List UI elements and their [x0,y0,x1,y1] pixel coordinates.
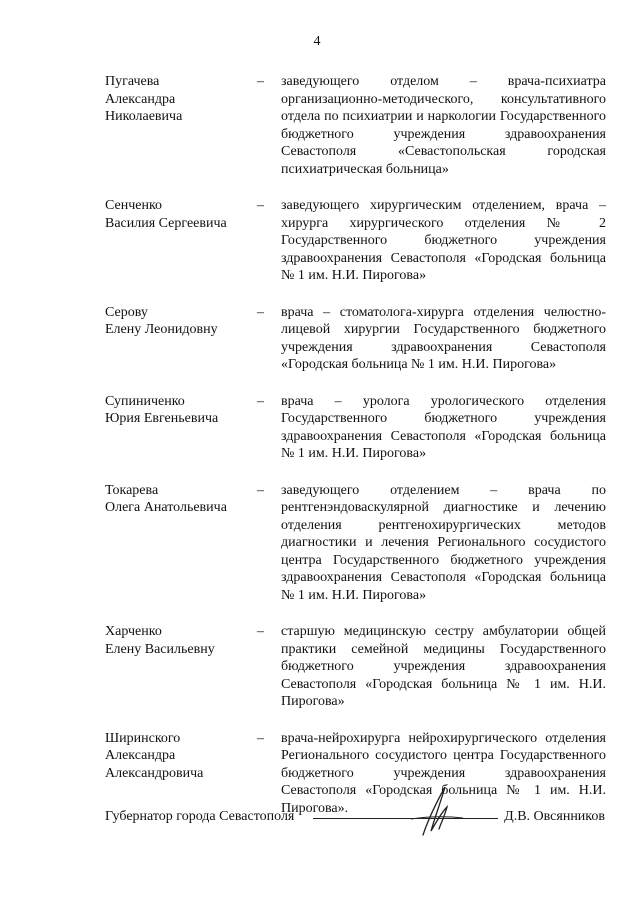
page-number: 4 [313,34,321,49]
entry-dash: – [257,730,264,746]
entry-supinichenko [0,393,634,463]
name-line: Ширинского [105,730,181,746]
entry-text: врача-нейрохирурга нейрохирургического отделения Регионального сосудистого центра Государственного бюджетного учреждения здравоохранения Севастополя «Городская больница № 1 им. Н.И. Пирогова». [281,730,606,816]
name-line: Елену Леонидовну [105,322,218,337]
entry-text: старшую медицинскую сестру амбулатории общей практики семейной медицины Государственного бюджетного учреждения здравоохранения Севастополя «Городская больница № 1 им. Н.И. Пирогова» [281,624,606,709]
name-line: Юрия Евгеньевича [105,411,219,426]
name-line: Харченко [105,624,162,639]
entry-text: заведующего хирургическим отделением, врача – хирурга хирургического отделения № 2 Государственного бюджетного учреждения здравоохранения Севастополя «Городская больница № 1 им. Н.И. Пирогова» [281,198,606,283]
name-line: Сенченко [105,198,163,213]
entry-name [105,482,255,517]
name-line: Николаевича [105,109,183,124]
entry-pugacheva [0,73,634,178]
name-line: Василия Сергеевича [105,215,227,231]
entry-dash: – [257,624,264,639]
entry-serova [0,304,634,374]
name-line: Александра [105,91,176,107]
entry-dash: – [257,198,264,213]
entry-text: врача – уролога урологического отделения Государственного бюджетного учреждения здравоохранения Севастополя «Городская больница № 1 им. Н.И. Пирогова» [281,393,606,461]
name-line: Александровича [105,765,204,781]
entry-dash: – [257,393,264,409]
entry-dash: – [257,304,264,320]
name-line: Пугачева [105,74,160,89]
entry-kharchenko [0,623,634,711]
entry-tokarev [0,482,634,605]
entry-name [105,393,255,428]
entry-name [105,730,255,783]
entry-text: заведующего отделением – врача по рентгенэндоваскулярной диагностике и лечению отделения рентгенохирургических методов диагностики и лечения Регионального сосудистого центра Государственного бюджетного учреждения здравоохранения Севастополя «Городская больница № 1 им. Н.И. Пирогова» [281,482,606,603]
name-line: Александра [105,748,176,763]
entry-shirinsky [0,730,634,818]
entry-name [105,197,255,232]
entry-name [105,73,255,126]
name-line: Супиниченко [105,393,185,409]
name-line: Серову [105,304,148,320]
signature-block [105,805,605,835]
entry-name [105,304,255,339]
name-line: Олега Анатольевича [105,500,227,515]
entry-text: заведующего отделом – врача-психиатра организационно-методического, консультативного отдела по психиатрии и наркологии Государственного бюджетного учреждения здравоохранения Севастополя «Севастопольская городская психиатрическая больница» [281,74,606,177]
entry-dash: – [257,74,264,89]
signatory-name: Д.В. Овсянников [504,809,605,824]
handwritten-signature-icon [405,783,465,843]
entries-list [0,73,634,817]
name-line: Токарева [105,482,159,498]
name-line: Елену Васильевну [105,641,215,657]
signatory-title: Губернатор города Севастополя [105,809,295,824]
entry-dash: – [257,482,264,498]
entry-name [105,623,255,658]
entry-text: врача – стоматолога-хирурга отделения челюстно-лицевой хирургии Государственного бюджетного учреждения здравоохранения Севастополя «Городская больница № 1 им. Н.И. Пирогова» [281,304,606,372]
entry-senchenko [0,197,634,285]
